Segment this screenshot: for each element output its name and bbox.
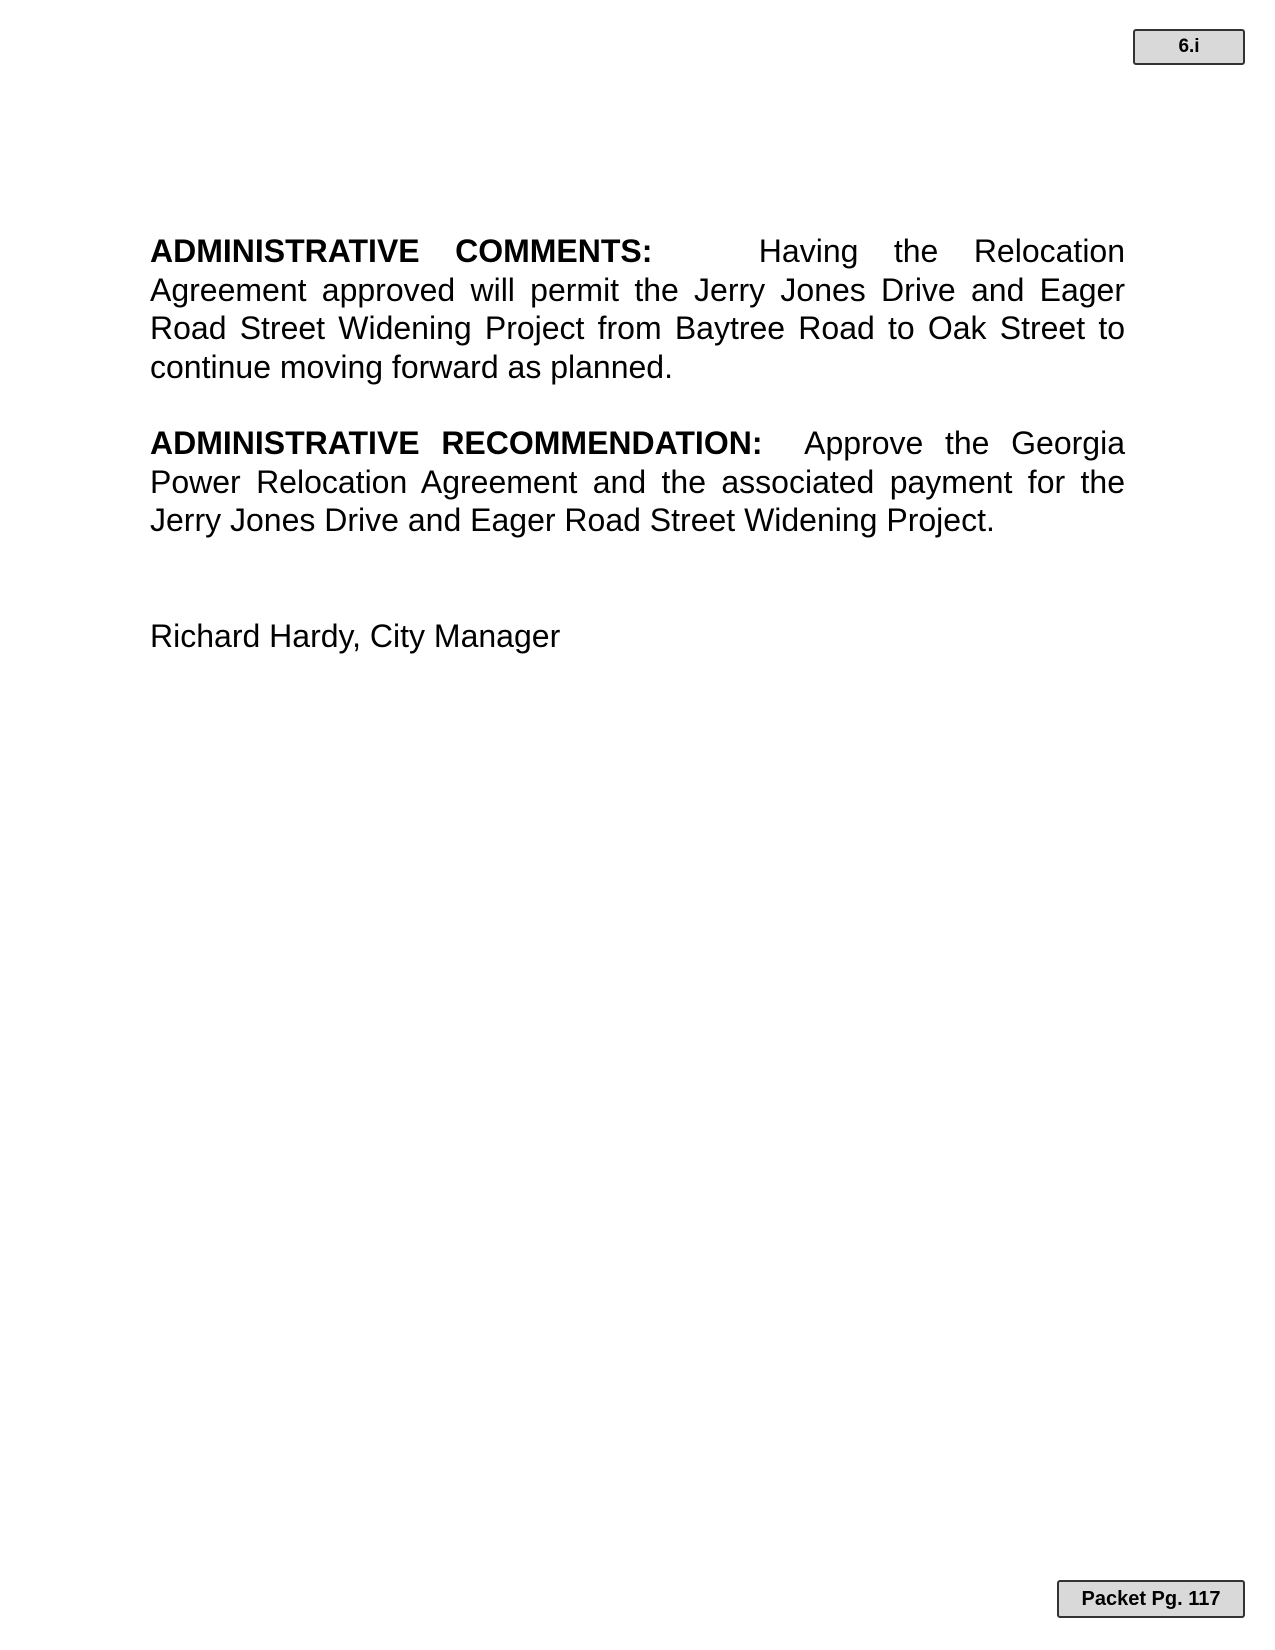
- agenda-item-tag: 6.i: [1133, 29, 1245, 65]
- comments-heading: ADMINISTRATIVE COMMENTS:: [150, 233, 653, 269]
- packet-page-number: Packet Pg. 117: [1057, 1580, 1245, 1618]
- document-body: [150, 232, 1125, 655]
- administrative-recommendation: [150, 424, 1125, 540]
- comments-text: Having the Relocation Agreement approved will permit the Jerry Jones Drive and Eager Road Street Widening Project from Baytree Road to Oak Street to continue moving forward as planned.: [150, 233, 1126, 385]
- signature: Richard Hardy, City Manager: [150, 617, 561, 654]
- recommendation-text: Approve the Georgia Power Relocation Agreement and the associated payment for the Jerry Jones Drive and Eager Road Street Widening Project.: [150, 425, 1126, 538]
- recommendation-heading: ADMINISTRATIVE RECOMMENDATION:: [150, 425, 763, 461]
- administrative-comments: [150, 232, 1125, 386]
